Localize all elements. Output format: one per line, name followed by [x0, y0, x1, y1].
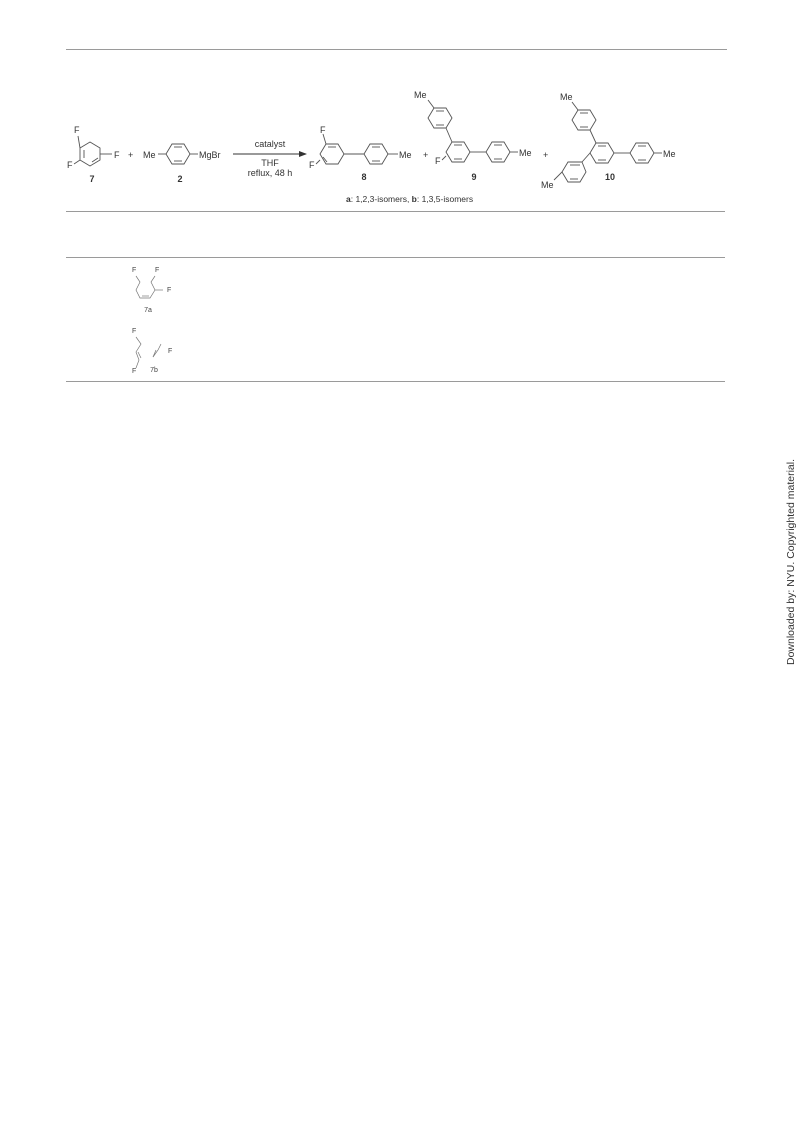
methyl-label: Me: [560, 92, 573, 102]
substrate-label-7b: 7b: [150, 367, 158, 374]
arrow-catalyst-label: catalyst: [254, 139, 286, 149]
fluoro-label: F: [168, 348, 173, 355]
arrow-conditions-label: reflux, 48 h: [247, 168, 293, 178]
fluoro-label: F: [132, 267, 137, 274]
isomer-note: [346, 194, 473, 204]
compound-label-2: 2: [177, 174, 183, 184]
reaction-scheme: [0, 0, 793, 400]
methyl-label: Me: [541, 180, 554, 190]
fluoro-label: F: [320, 125, 326, 135]
product-8-structure: [309, 125, 412, 182]
product-9-structure: [414, 90, 532, 182]
fluoro-label: F: [132, 368, 137, 375]
fluoro-label: F: [309, 160, 315, 170]
isomer-note-a-key: a: [346, 194, 351, 204]
compound-label-8: 8: [361, 172, 367, 182]
methyl-label: Me: [519, 148, 532, 158]
methyl-label: Me: [414, 90, 427, 100]
plus-sign: +: [128, 150, 134, 160]
plus-sign: +: [543, 150, 549, 160]
methyl-label: Me: [143, 150, 156, 160]
arrow-solvent-label: THF: [261, 158, 279, 168]
plus-sign: +: [423, 150, 429, 160]
isomer-note-b-text: : 1,3,5-isomers: [416, 194, 474, 204]
fluoro-label: F: [67, 160, 73, 170]
fluoro-label: F: [435, 156, 441, 166]
fluoro-label: F: [167, 287, 172, 294]
fluoro-label: F: [155, 267, 160, 274]
isomer-note-b-key: b: [411, 194, 417, 204]
methyl-label: Me: [399, 150, 412, 160]
table-row-7b: [132, 328, 172, 375]
compound-label-7: 7: [89, 174, 95, 184]
download-notice: Downloaded by: NYU. Copyrighted material.: [785, 458, 797, 666]
product-10-structure: [541, 92, 676, 190]
reagent-7-structure: [67, 125, 120, 184]
table-row-7a: [132, 267, 171, 314]
reaction-arrow: [233, 139, 306, 178]
compound-label-10: 10: [604, 172, 616, 182]
grignard-label: MgBr: [199, 150, 221, 160]
reagent-2-structure: [143, 144, 221, 184]
isomer-note-a-text: : 1,2,3-isomers,: [350, 194, 412, 204]
methyl-label: Me: [663, 149, 676, 159]
substrate-label-7a: 7a: [144, 307, 152, 314]
compound-label-9: 9: [471, 172, 477, 182]
fluoro-label: F: [132, 328, 137, 335]
fluoro-label: F: [114, 150, 120, 160]
fluoro-label: F: [74, 125, 80, 135]
